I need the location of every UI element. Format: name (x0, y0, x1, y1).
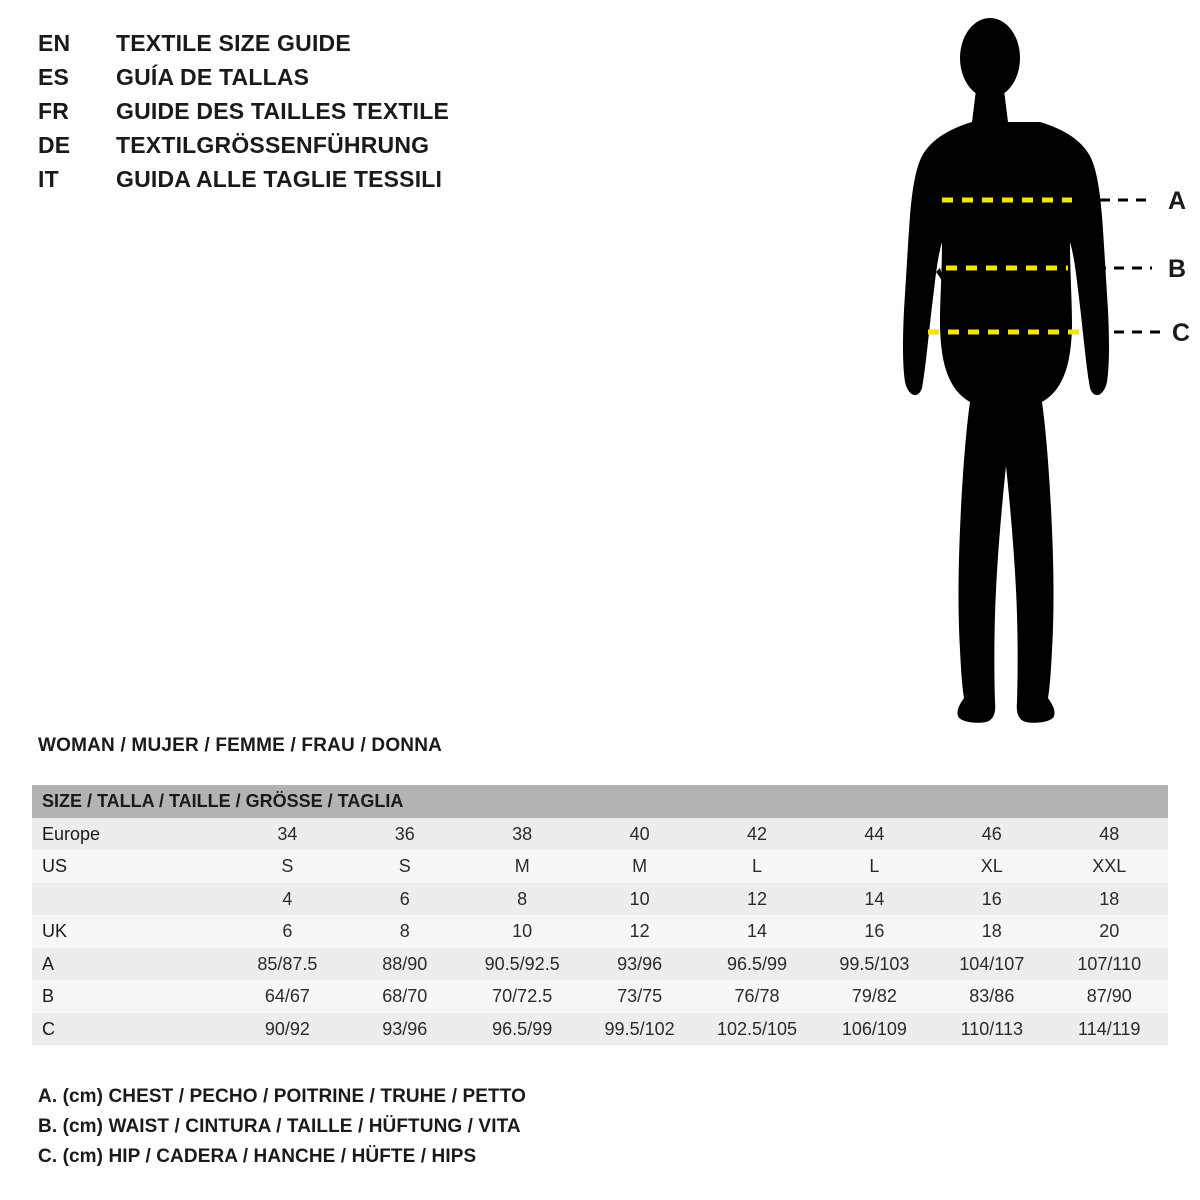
cell: 83/86 (969, 986, 1015, 1006)
row-label-a: A (42, 953, 55, 974)
table-row (32, 948, 1168, 981)
cell: 18 (981, 921, 1002, 941)
cell: 16 (981, 888, 1002, 909)
title-block (38, 30, 658, 200)
measure-label-a: A (1168, 187, 1187, 215)
cell: 114/119 (1078, 1018, 1141, 1039)
silhouette-body (903, 122, 1109, 723)
silhouette-neck (972, 90, 1008, 122)
cell: 14 (746, 921, 768, 941)
measure-label-c: C (1172, 319, 1190, 347)
cell: 12 (746, 888, 768, 909)
cell: 106/109 (841, 1018, 907, 1039)
title-text-en: TEXTILE SIZE GUIDE (116, 30, 351, 56)
cell: 12 (629, 921, 650, 941)
cell: 93/96 (382, 1018, 428, 1039)
cell: 10 (629, 888, 650, 909)
title-text-de: TEXTILGRÖSSENFÜHRUNG (116, 132, 430, 158)
cell: 14 (864, 888, 885, 909)
female-body-silhouette (860, 10, 1190, 740)
cell: L (751, 856, 762, 876)
cell: 10 (512, 921, 533, 941)
cell: 87/90 (1086, 986, 1132, 1006)
row-label-b: B (42, 986, 55, 1006)
cell: S (398, 856, 411, 876)
cell: 48 (1099, 823, 1120, 844)
cell: 85/87.5 (257, 953, 318, 974)
title-row-es (38, 64, 658, 98)
table-row (32, 850, 1168, 883)
cell: 42 (746, 823, 768, 844)
cell: S (281, 856, 294, 876)
title-text-it: GUIDA ALLE TAGLIE TESSILI (116, 166, 443, 192)
title-lang-it: IT (38, 166, 59, 192)
cell: L (869, 856, 880, 876)
cell: M (514, 856, 530, 876)
cell: 64/67 (264, 986, 310, 1006)
row-label-us-numeric (32, 883, 229, 916)
row-label-c: C (42, 1018, 55, 1039)
cell: 93/96 (617, 953, 663, 974)
cell: 76/78 (734, 986, 780, 1006)
title-text-es: GUÍA DE TALLAS (116, 64, 310, 90)
cell: 68/70 (382, 986, 428, 1006)
table-header-row (32, 785, 1168, 818)
cell: XL (980, 856, 1003, 876)
title-lang-fr: FR (38, 98, 70, 124)
measure-label-b: B (1168, 255, 1187, 283)
cell: 38 (512, 823, 533, 844)
cell: 46 (981, 823, 1002, 844)
table-row (32, 980, 1168, 1013)
cell: 40 (629, 823, 650, 844)
cell: 36 (394, 823, 415, 844)
cell: 96.5/99 (726, 953, 788, 974)
cell: 6 (282, 921, 293, 941)
table-row (32, 818, 1168, 851)
table-row (32, 883, 1168, 916)
table-header-title: SIZE / TALLA / TAILLE / GRÖSSE / TAGLIA (32, 785, 1168, 818)
cell: 104/107 (959, 953, 1025, 974)
cell: 90.5/92.5 (484, 953, 560, 974)
cell: 8 (517, 888, 528, 909)
title-lang-en: EN (38, 30, 71, 56)
legend-line-c: C. (cm) HIP / CADERA / HANCHE / HÜFTE / HIPS (38, 1146, 477, 1167)
cell: 102.5/105 (716, 1018, 798, 1039)
cell: 88/90 (382, 953, 428, 974)
cell: 18 (1099, 888, 1120, 909)
silhouette-head (960, 18, 1020, 98)
title-row-fr (38, 98, 658, 132)
title-lang-de: DE (38, 132, 71, 158)
cell: 44 (864, 823, 885, 844)
legend-line-b: B. (cm) WAIST / CINTURA / TAILLE / HÜFTUNG / VITA (38, 1116, 521, 1137)
title-lang-es: ES (38, 64, 70, 90)
cell: M (632, 856, 648, 876)
legend-line-a: A. (cm) CHEST / PECHO / POITRINE / TRUHE / PETTO (38, 1086, 526, 1107)
cell: 90/92 (264, 1018, 310, 1039)
cell: 20 (1099, 921, 1120, 941)
cell: 107/110 (1077, 953, 1142, 974)
cell: 73/75 (617, 986, 663, 1006)
cell: 6 (399, 888, 410, 909)
title-row-en (38, 30, 658, 64)
table-row (32, 915, 1168, 948)
cell: 34 (277, 823, 298, 844)
title-row-it (38, 166, 658, 200)
cell: 8 (399, 921, 410, 941)
title-row-de (38, 132, 658, 166)
cell: 4 (282, 888, 293, 909)
cell: 16 (864, 921, 885, 941)
row-label-us: US (42, 856, 68, 876)
cell: 70/72.5 (492, 986, 553, 1006)
cell: 99.5/102 (604, 1018, 675, 1039)
row-label-europe: Europe (42, 823, 101, 844)
legend (38, 1086, 798, 1176)
cell: 99.5/103 (839, 953, 910, 974)
section-heading: WOMAN / MUJER / FEMME / FRAU / DONNA (38, 735, 443, 756)
cell: 110/113 (960, 1018, 1024, 1039)
size-table (32, 785, 1168, 1045)
title-text-fr: GUIDE DES TAILLES TEXTILE (116, 98, 449, 124)
table-row (32, 1013, 1168, 1046)
cell: 96.5/99 (492, 1018, 553, 1039)
cell: 79/82 (851, 986, 897, 1006)
row-label-uk: UK (42, 921, 68, 941)
cell: XXL (1092, 856, 1127, 876)
